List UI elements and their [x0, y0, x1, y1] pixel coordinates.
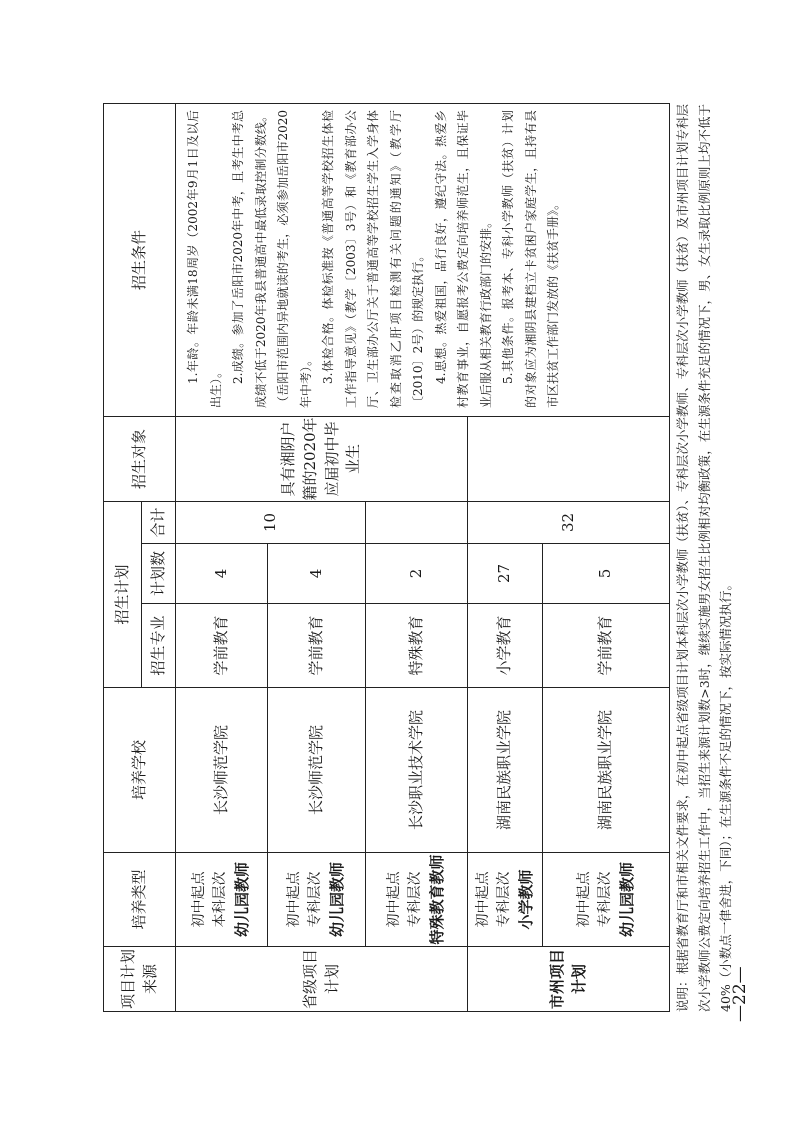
type-cell	[468, 853, 543, 947]
count-cell: 2	[366, 544, 468, 604]
major-cell: 特殊教育	[366, 604, 468, 688]
condition-other: 5.其他条件。报考本、专科小学教师（扶贫）计划的对象应为湘阴县建档立卡贫困户家庭学生，且持有县市区扶贫工作部门发放的《扶贫手册》。	[501, 109, 560, 408]
header-major: 招生专业	[142, 604, 176, 688]
type-teacher: 幼儿园教师	[328, 862, 347, 938]
count-cell: 5	[543, 544, 670, 604]
count-cell: 27	[468, 544, 543, 604]
header-total: 合计	[142, 501, 176, 543]
type-cell	[543, 853, 670, 947]
header-conditions: 招生条件	[104, 103, 176, 416]
count-cell: 4	[176, 544, 268, 604]
group-city: 市州项目计划	[468, 947, 670, 1012]
enrollment-plan-table	[103, 103, 670, 1012]
type-teacher: 小学教师	[516, 869, 535, 930]
school-cell: 长沙师范学院	[268, 688, 366, 853]
school-cell: 湖南民族职业学院	[468, 688, 543, 853]
count-cell: 4	[268, 544, 366, 604]
condition-age: 1.年龄。年龄未满18周岁（2002年9月1日及以后出生）。	[186, 109, 223, 408]
table-note: 说明：根据省教育厅和市相关文件要求，在初中起点省级项目计划本科层次小学教师（扶贫）、专科层次小学教师、专科层次小学教师（扶贫）及市州项目计划专科层次小学教师公费定向培养招生工作中，当招生来源计划数>3时，继续实施男女招生比例相对均衡政策，在生源条件充足的情况下，男、女生录取比例原则上均不低于40%（小数点一律舍进，下同）；在生源条件不足的情况下，按实际情况执行。	[675, 104, 733, 1012]
major-cell: 学前教育	[268, 604, 366, 688]
group-province: 省级项目计划	[176, 947, 468, 1012]
type-level: 专科层次	[495, 871, 512, 928]
school-cell: 长沙职业技术学院	[366, 688, 468, 853]
table-row	[176, 103, 268, 1011]
major-cell: 学前教育	[543, 604, 670, 688]
type-origin: 初中起点	[191, 871, 208, 928]
school-cell: 长沙师范学院	[176, 688, 268, 853]
type-teacher: 幼儿园教师	[233, 862, 252, 938]
header-count: 计划数	[142, 544, 176, 604]
page-number: —22—	[730, 966, 750, 1022]
header-school: 培养学校	[104, 688, 176, 853]
type-cell	[176, 853, 268, 947]
header-source: 项目计划来源	[104, 947, 176, 1012]
school-cell: 湖南民族职业学院	[543, 688, 670, 853]
major-cell: 小学教育	[468, 604, 543, 688]
type-origin: 初中起点	[474, 871, 491, 928]
type-origin: 初中起点	[286, 871, 303, 928]
condition-character: 4.思想。热爱祖国，品行良好，遵纪守法。热爱乡村教育事业，自愿报考公费定向培养师范生，且保证毕业后服从相关教育行政部门的安排。	[433, 109, 493, 408]
target-cell: 具有湘阴户籍的2020年应届初中毕业生	[176, 416, 468, 501]
condition-health: 3.体检合格。体检标准按《普通高等学校招生体检工作指导意见》（教学〔2003〕3号）和《教育部办公厅、卫生部办公厅关于普通高等学校招生学生入学身体检查取消乙肝项目检测有关问题的通知》（教学厅〔2010〕2号）的规定执行。	[321, 109, 425, 408]
target-cell-empty	[468, 416, 670, 501]
total-city: 32	[468, 501, 670, 543]
conditions-cell	[176, 103, 670, 416]
type-teacher: 特殊教育教师	[428, 854, 447, 945]
header-target: 招生对象	[104, 416, 176, 501]
type-origin: 初中起点	[575, 871, 592, 928]
type-cell	[268, 853, 366, 947]
total-province: 10	[176, 501, 366, 543]
type-level: 专科层次	[407, 871, 424, 928]
type-cell	[366, 853, 468, 947]
type-teacher: 幼儿园教师	[617, 862, 636, 938]
type-level: 专科层次	[307, 871, 324, 928]
type-level: 专科层次	[596, 871, 613, 928]
header-type: 培养类型	[104, 853, 176, 947]
type-level: 本科层次	[212, 871, 229, 928]
major-cell: 学前教育	[176, 604, 268, 688]
condition-score: 2.成绩。参加了岳阳市2020年中考，且考生中考总成绩不低于2020年我县普通高中最低录取控制分数线。（岳阳市范围内异地就读的考生，必须参加岳阳市2020年中考）。	[231, 109, 313, 408]
type-origin: 初中起点	[386, 871, 403, 928]
header-plan: 招生计划	[104, 501, 142, 687]
